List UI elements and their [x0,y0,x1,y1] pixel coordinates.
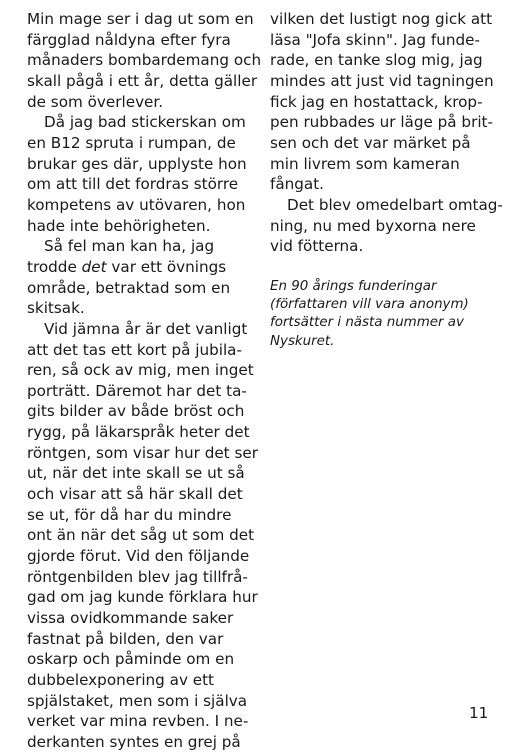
emphasized-word: det [81,257,107,276]
left-column [27,9,262,753]
text-line: dubbelexponering av ett [27,671,215,689]
text-line: fångat. [270,175,325,194]
text-line: pen rubbades ur läge på brit- [270,113,493,132]
text-line: ren, så ock av mig, men inget [27,361,254,380]
text-line: Vid jämna år är det vanligt [44,319,248,338]
text-line: derkanten syntes en grej på [27,732,241,751]
text-line: färgglad nåldyna efter fyra [27,30,231,49]
text-line: skitsak. [27,299,85,318]
text-line: en B12 spruta i rumpan, de [27,133,236,152]
text-line [27,257,259,278]
text-line: sen och det var märket på [270,133,471,152]
page-number: 11 [469,704,489,722]
text-line: vissa ovidkommande saker [27,609,234,628]
text-line: kompetens av utövaren, hon [27,195,246,214]
text-line: ont än när det såg ut som det [27,526,255,545]
text-line: och visar att så här skall det [27,485,243,504]
text-line: Då jag bad stickerskan om [44,113,246,132]
text-line: månaders bombardemang och [27,51,262,70]
text-line: Min mage ser i dag ut som en [27,10,254,28]
note-line: fortsätter i nästa nummer av [270,315,464,331]
text-segment: trodde [27,257,82,276]
text-line: ning, nu med byxorna nere [270,216,476,235]
text-line: område, betraktad som en [27,278,231,297]
text-line: gjorde förut. Vid den följande [27,547,250,566]
text-line: oskarp och påminde om en [27,650,235,669]
right-column [270,9,510,351]
text-line: fick jag en hostattack, krop- [270,92,483,111]
text-line: att det tas ett kort på jubila- [27,340,242,359]
text-line: min livrem som kameran [270,154,460,173]
text-line: brukar ges där, upplyste hon [27,154,247,173]
text-line: porträtt. Däremot har det ta- [27,381,247,400]
text-line: spjälstaket, men som i själva [27,691,248,710]
text-line: se ut, för då har du mindre [27,505,232,524]
note-line: Nyskuret. [270,333,335,349]
text-line: gits bilder av både bröst och [27,402,245,421]
text-segment: var ett övnings [106,257,227,276]
text-line: de som överlever. [27,92,164,111]
text-line: röntgen, som visar hur det ser [27,443,258,462]
text-line: vid fötterna. [270,237,364,256]
text-line: gad om jag kunde förklara hur [27,588,258,607]
text-line: om att till det fordras större [27,175,239,194]
note-line: (författaren vill vara anonym) [270,296,469,312]
text-line: skall pågå i ett år, detta gäller [27,71,258,90]
author-note [270,278,510,352]
text-line: röntgenbilden blev jag tillfrå- [27,567,248,586]
text-line: rade, en tanke slog mig, jag [270,51,483,70]
note-line: En 90 årings funderingar [270,278,437,294]
text-line: ut, när det inte skall se ut så [27,464,245,483]
text-line: Så fel man kan ha, jag [44,237,215,256]
text-line: rygg, på läkarspråk heter det [27,423,250,442]
text-line: läsa "Jofa skinn". Jag funde- [270,30,480,49]
text-line: Det blev omedelbart omtag- [287,195,503,214]
text-line: vilken det lustigt nog gick att [270,10,493,28]
text-line: fastnat på bilden, den var [27,629,224,648]
text-line: hade inte behörigheten. [27,216,211,235]
text-line: mindes att just vid tagningen [270,71,494,90]
text-line: verket var mina revben. I ne- [27,712,249,731]
